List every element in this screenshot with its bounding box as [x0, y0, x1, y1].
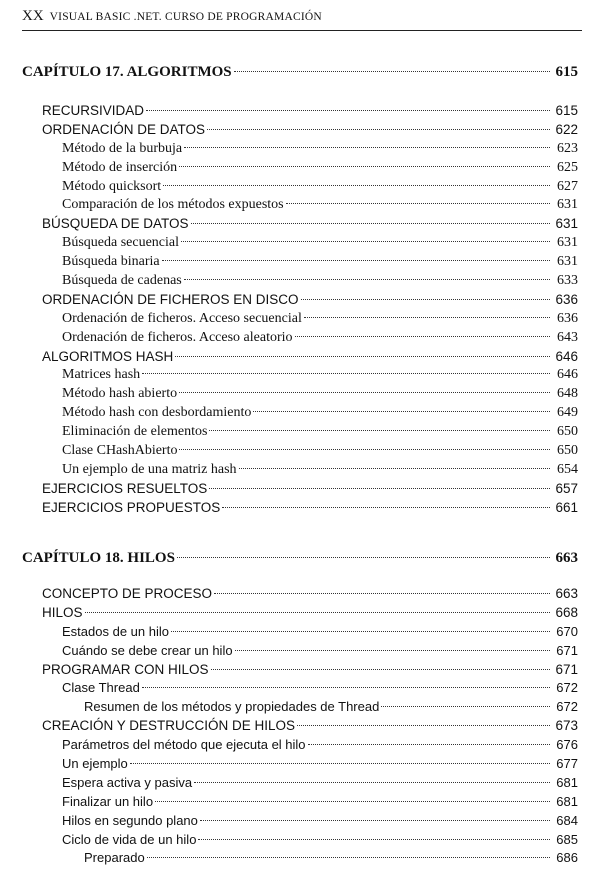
- toc-entry-page: 648: [557, 386, 578, 402]
- toc-entry-title: HILOS: [42, 604, 83, 620]
- toc-entry-title: Ordenación de ficheros. Acceso secuencial: [62, 310, 302, 326]
- toc-entry-title: ALGORITMOS HASH: [42, 348, 174, 364]
- toc-entry: [22, 717, 578, 736]
- toc-entry-title: Método de inserción: [62, 159, 178, 175]
- dot-leader: [163, 185, 550, 186]
- toc-entry-page: 631: [555, 216, 578, 232]
- toc-entry-title: Comparación de los métodos expuestos: [62, 197, 284, 213]
- chapter-page: 615: [555, 64, 578, 80]
- toc-entry: [22, 121, 578, 140]
- toc-entry: [22, 366, 578, 385]
- dot-leader: [162, 260, 550, 261]
- dot-leader: [179, 449, 550, 450]
- toc-entry: [22, 329, 578, 348]
- toc-entry: [22, 348, 578, 367]
- toc-entry-title: Búsqueda de cadenas: [62, 273, 182, 289]
- toc-entry-page: 671: [556, 642, 578, 658]
- dot-leader: [184, 147, 550, 148]
- dot-leader: [253, 411, 550, 412]
- toc-entry-title: Eliminación de elementos: [62, 424, 208, 440]
- dot-leader: [146, 110, 550, 111]
- toc-entry-page: 672: [556, 680, 578, 696]
- toc-entry: [22, 385, 578, 404]
- toc-entry: [22, 812, 578, 831]
- dot-leader: [235, 650, 550, 651]
- toc-entry: [22, 642, 578, 661]
- toc-entry-page: 686: [556, 850, 578, 866]
- toc-entry-title: CREACIÓN Y DESTRUCCIÓN DE HILOS: [42, 718, 296, 734]
- toc-entry-page: 649: [557, 405, 578, 421]
- toc-entry-page: 671: [555, 661, 578, 677]
- dot-leader: [147, 857, 550, 858]
- toc-entry: [22, 849, 578, 868]
- toc-entry-title: Un ejemplo: [62, 756, 128, 772]
- dot-leader: [177, 557, 550, 558]
- dot-leader: [214, 593, 550, 594]
- dot-leader: [200, 820, 550, 821]
- toc-entry-page: 631: [557, 254, 578, 270]
- dot-leader: [179, 392, 550, 393]
- dot-leader: [211, 669, 550, 670]
- toc-entry: [22, 461, 578, 480]
- toc-entry: [22, 679, 578, 698]
- chapter-page: 663: [555, 550, 578, 566]
- toc-entry-page: 673: [555, 718, 578, 734]
- chapter-17-heading: [22, 64, 578, 81]
- dot-leader: [295, 336, 550, 337]
- chapter-17-entries: [22, 102, 578, 518]
- toc-entry: [22, 159, 578, 178]
- dot-leader: [301, 299, 550, 300]
- toc-entry-page: 615: [555, 103, 578, 118]
- toc-entry-page: 646: [555, 348, 578, 364]
- toc-entry-page: 625: [557, 159, 578, 175]
- toc-entry: [22, 234, 578, 253]
- dot-leader: [209, 488, 550, 489]
- dot-leader: [171, 631, 550, 632]
- toc-entry-page: 636: [557, 310, 578, 326]
- toc-entry-page: 627: [557, 178, 578, 194]
- toc-entry-page: 650: [557, 443, 578, 459]
- dot-leader: [209, 430, 550, 431]
- toc-entry-title: RECURSIVIDAD: [42, 103, 145, 118]
- toc-entry-title: Clase CHashAbierto: [62, 443, 178, 459]
- chapter-18-entries: [22, 585, 578, 868]
- toc-entry-title: Parámetros del método que ejecuta el hilo: [62, 737, 306, 753]
- toc-entry: [22, 423, 578, 442]
- dot-leader: [175, 356, 550, 357]
- dot-leader: [222, 507, 550, 508]
- toc-entry-page: 672: [556, 699, 578, 715]
- dot-leader: [194, 782, 550, 783]
- toc-entry-page: 631: [557, 235, 578, 251]
- toc-entry: [22, 442, 578, 461]
- toc-entry-page: 685: [556, 831, 578, 847]
- dot-leader: [207, 129, 550, 130]
- toc-entry: [22, 140, 578, 159]
- chapter-18-heading: [22, 550, 578, 567]
- toc-entry-page: 646: [557, 367, 578, 383]
- toc-entry-title: Método quicksort: [62, 178, 162, 194]
- toc-entry-page: 661: [555, 499, 578, 515]
- toc-entry-page: 654: [557, 461, 578, 477]
- toc-entry-page: 670: [556, 623, 578, 639]
- toc-entry-title: PROGRAMAR CON HILOS: [42, 661, 209, 677]
- toc-entry-page: 631: [557, 197, 578, 213]
- toc-entry-title: Un ejemplo de una matriz hash: [62, 461, 237, 477]
- toc-entry: [22, 698, 578, 717]
- toc-entry-title: EJERCICIOS RESUELTOS: [42, 480, 208, 496]
- dot-leader: [130, 763, 550, 764]
- dot-leader: [142, 687, 550, 688]
- toc-entry-page: 681: [556, 793, 578, 809]
- toc-entry-title: BÚSQUEDA DE DATOS: [42, 216, 189, 232]
- chapter-title: CAPÍTULO 17. ALGORITMOS: [22, 64, 232, 80]
- toc-entry-title: Espera activa y pasiva: [62, 774, 193, 790]
- dot-leader: [308, 744, 550, 745]
- toc-entry-title: Estados de un hilo: [62, 623, 169, 639]
- toc-entry-title: Clase Thread: [62, 680, 140, 696]
- toc-entry-title: CONCEPTO DE PROCESO: [42, 586, 213, 601]
- toc-entry-title: Búsqueda secuencial: [62, 235, 180, 251]
- toc-entry-page: 676: [556, 737, 578, 753]
- toc-entry-title: Método hash abierto: [62, 386, 178, 402]
- toc-entry-title: Finalizar un hilo: [62, 793, 154, 809]
- toc-entry-page: 681: [556, 774, 578, 790]
- toc-entry-page: 650: [557, 424, 578, 440]
- dot-leader: [304, 317, 550, 318]
- toc-entry: [22, 272, 578, 291]
- toc-entry: [22, 661, 578, 680]
- dot-leader: [234, 71, 550, 72]
- chapter-title: CAPÍTULO 18. HILOS: [22, 550, 175, 566]
- toc-entry-title: ORDENACIÓN DE FICHEROS EN DISCO: [42, 291, 299, 307]
- dot-leader: [142, 373, 550, 374]
- toc-entry-title: Método de la burbuja: [62, 140, 183, 156]
- toc-entry: [22, 499, 578, 518]
- page-folio: XX: [22, 8, 44, 24]
- toc-entry-page: 633: [557, 273, 578, 289]
- dot-leader: [191, 223, 550, 224]
- dot-leader: [85, 612, 550, 613]
- toc-entry: [22, 102, 578, 121]
- toc-entry-title: Búsqueda binaria: [62, 254, 160, 270]
- dot-leader: [155, 801, 550, 802]
- toc-entry-page: 643: [557, 329, 578, 345]
- toc-entry: [22, 623, 578, 642]
- toc-entry: [22, 831, 578, 850]
- toc-entry-page: 663: [555, 586, 578, 601]
- toc-entry-title: Matrices hash: [62, 367, 141, 383]
- toc-entry-title: Preparado: [84, 850, 145, 866]
- toc-entry: [22, 755, 578, 774]
- toc-entry: [22, 310, 578, 329]
- toc-entry: [22, 196, 578, 215]
- toc-entry-page: 668: [555, 604, 578, 620]
- toc-entry: [22, 291, 578, 310]
- toc-entry: [22, 793, 578, 812]
- dot-leader: [381, 706, 550, 707]
- toc-entry-title: Hilos en segundo plano: [62, 812, 198, 828]
- toc-entry: [22, 480, 578, 499]
- book-title: VISUAL BASIC .NET. CURSO DE PROGRAMACIÓN: [49, 11, 322, 23]
- toc-entry-page: 623: [557, 140, 578, 156]
- toc-entry: [22, 736, 578, 755]
- toc-entry-title: Cuándo se debe crear un hilo: [62, 642, 233, 658]
- toc-entry-title: EJERCICIOS PROPUESTOS: [42, 499, 221, 515]
- toc-entry: [22, 585, 578, 604]
- dot-leader: [184, 279, 550, 280]
- dot-leader: [181, 241, 550, 242]
- dot-leader: [286, 203, 550, 204]
- toc-entry-page: 636: [555, 291, 578, 307]
- toc-entry: [22, 215, 578, 234]
- toc-entry-page: 657: [555, 480, 578, 496]
- toc-entry: [22, 774, 578, 793]
- toc-entry-page: 684: [556, 812, 578, 828]
- toc-entry-page: 677: [556, 756, 578, 772]
- dot-leader: [198, 839, 550, 840]
- header-rule: [22, 30, 582, 31]
- dot-leader: [239, 468, 550, 469]
- dot-leader: [297, 725, 550, 726]
- toc-entry: [22, 604, 578, 623]
- running-header: [22, 8, 582, 25]
- toc-entry-title: Ordenación de ficheros. Acceso aleatorio: [62, 329, 293, 345]
- toc-entry-title: ORDENACIÓN DE DATOS: [42, 121, 206, 137]
- toc-entry: [22, 253, 578, 272]
- toc-entry-title: Resumen de los métodos y propiedades de Thread: [84, 699, 380, 715]
- toc-entry: [22, 178, 578, 197]
- toc-entry-title: Ciclo de vida de un hilo: [62, 831, 197, 847]
- toc-entry-page: 622: [555, 121, 578, 137]
- toc-entry-title: Método hash con desbordamiento: [62, 405, 252, 421]
- dot-leader: [179, 166, 550, 167]
- toc-entry: [22, 404, 578, 423]
